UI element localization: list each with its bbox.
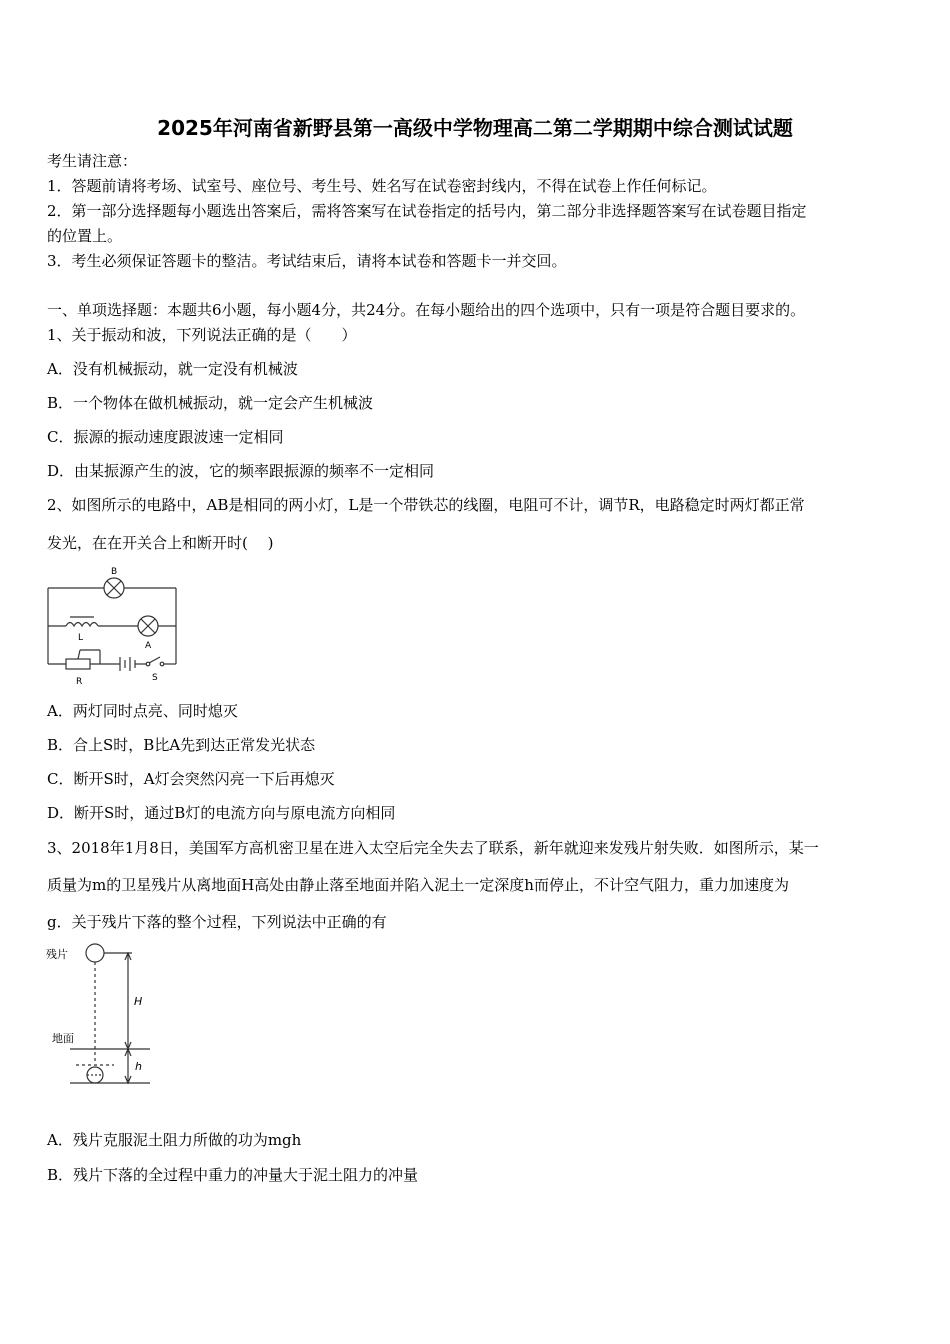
- falling-fragment-diagram: [40, 938, 170, 1103]
- ground-label: 地面: [52, 1032, 74, 1045]
- notice-item-1: 1．答题前请将考场、试室号、座位号、考生号、姓名写在试卷密封线内，不得在试卷上作任何标记。: [47, 177, 717, 195]
- question-3-option-a: A．残片克服泥土阻力所做的功为mgh: [47, 1131, 302, 1149]
- question-2-option-c: C．断开S时，A灯会突然闪亮一下后再熄灭: [47, 770, 335, 788]
- question-3-stem-line-3: g．关于残片下落的整个过程，下列说法中正确的有: [47, 913, 387, 931]
- question-2-stem-line-1: 2、如图所示的电路中，AB是相同的两小灯，L是一个带铁芯的线圈，电阻可不计，调节R，电路稳定时两灯都正常: [47, 496, 805, 514]
- question-2-option-b: B．合上S时，B比A先到达正常发光状态: [47, 736, 316, 754]
- notice-item-2: 2．第一部分选择题每小题选出答案后，需将答案写在试卷指定的括号内，第二部分非选择题答案写在试卷题目指定: [47, 202, 807, 220]
- circuit-diagram: [40, 562, 190, 690]
- notice-item-2-cont: 的位置上。: [47, 227, 123, 245]
- question-3-option-b: B．残片下落的全过程中重力的冲量大于泥土阻力的冲量: [47, 1166, 419, 1184]
- height-label: H: [134, 995, 143, 1008]
- lamp-a-label: A: [145, 641, 152, 651]
- switch-label: S: [152, 673, 158, 683]
- question-1-option-b: B．一个物体在做机械振动，就一定会产生机械波: [47, 394, 374, 412]
- question-1-stem: 1、关于振动和波，下列说法正确的是（ ）: [47, 326, 357, 344]
- question-2-stem-line-2: 发光，在在开关合上和断开时( ): [47, 534, 274, 552]
- notice-heading: 考生请注意：: [47, 152, 138, 170]
- page-title: 2025年河南省新野县第一高级中学物理高二第二学期期中综合测试试题: [157, 116, 793, 140]
- notice-item-3: 3．考生必须保证答题卡的整洁。考试结束后，请将本试卷和答题卡一并交回。: [47, 252, 567, 270]
- section-heading: 一、单项选择题：本题共6小题，每小题4分，共24分。在每小题给出的四个选项中，只有一项是符合题目要求的。: [47, 301, 806, 319]
- depth-label: h: [135, 1060, 142, 1073]
- question-3-stem-line-1: 3、2018年1月8日，美国军方高机密卫星在进入太空后完全失去了联系，新年就迎来发残片射失败．如图所示，某一: [47, 839, 819, 857]
- lamp-b-label: B: [111, 567, 118, 577]
- question-2-option-d: D．断开S时，通过B灯的电流方向与原电流方向相同: [47, 804, 396, 822]
- question-1-option-c: C．振源的振动速度跟波速一定相同: [47, 428, 284, 446]
- rheostat-label: R: [76, 677, 83, 687]
- coil-label: L: [78, 633, 84, 643]
- question-2-option-a: A．两灯同时点亮、同时熄灭: [47, 702, 238, 720]
- question-1-option-a: A．没有机械振动，就一定没有机械波: [47, 360, 298, 378]
- question-1-option-d: D．由某振源产生的波，它的频率跟振源的频率不一定相同: [47, 462, 435, 480]
- question-3-stem-line-2: 质量为m的卫星残片从离地面H高处由静止落至地面并陷入泥土一定深度h而停止，不计空气阻力，重力加速度为: [47, 876, 789, 894]
- fragment-label: 残片: [46, 948, 68, 961]
